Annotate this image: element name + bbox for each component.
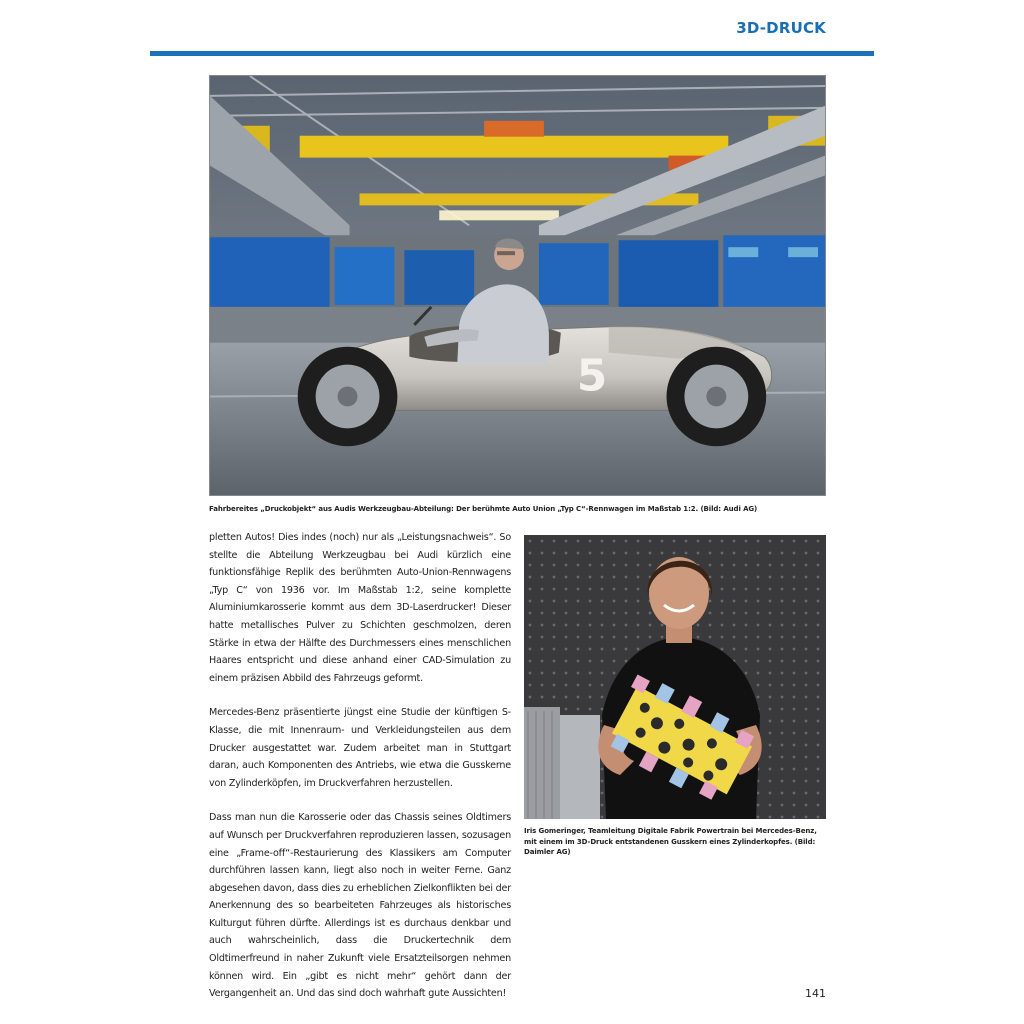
woman-photo (524, 535, 826, 819)
car-photo-caption: Fahrbereites „Druckobjekt“ aus Audis Werkzeugbau-Abteilung: Der berühmte Auto Union „Typ C“-Rennwagen im Maßstab 1:2. (Bild: Audi AG) (209, 505, 758, 513)
page-number: 141 (805, 987, 826, 1000)
paragraph: Mercedes-Benz präsentierte jüngst eine Studie der künftigen S-Klasse, die mit Innenraum- und Verkleidungsteilen aus dem Drucker ausgestattet war. Zudem arbeitet man in Stuttgart daran, auch Komponenten des Antriebs, wie etwa die Gusskerne von Zylinderköpfen, im Druckverfahren herzustellen. (209, 707, 511, 789)
paragraph: pletten Autos! Dies indes (noch) nur als „Leistungsnachweis“. So stellte die Abteilung Werkzeugbau bei Audi kürzlich eine funktionsfähige Replik des berühmten Auto-Union-Rennwagens „Typ C“ von 1936 vor. Im Maßstab 1:2, seine komplette Aluminiumkarosserie kommt aus dem 3D-Laserdrucker! Dieser hatte metallisches Pulver zu Schichten geschmolzen, deren Stärke in etwa der Hälfte des Durchmessers eines menschlichen Haares entspricht und diese anhand einer CAD-Simulation zu einem präzisen Abbild des Fahrzeugs geformt. (209, 532, 511, 684)
header-rule (150, 51, 874, 56)
woman-photo-image (524, 535, 826, 819)
woman-photo-caption: Iris Gomeringer, Teamleitung Digitale Fabrik Powertrain bei Mercedes-Benz, mit einem im 3D-Druck entstandenen Gusskern eines Zylinderkopfes. (Bild: Daimler AG) (524, 827, 817, 856)
car-number: 5 (576, 350, 608, 402)
paragraph: Dass man nun die Karosserie oder das Chassis seines Oldtimers auf Wunsch per Druckverfahren reproduzieren lassen, sozusagen eine „Frame-off“-Restaurierung des Klassikers am Computer durchführen lassen kann, liegt also noch in weiter Ferne. Ganz abgesehen davon, dass dies zu erheblichen Zielkonflikten bei der Anerkennung des so bearbeiteten Fahrzeuges als historisches Kulturgut führen dürfte. Allerdings ist es durchaus denkbar und auch wahrscheinlich, dass die Druckertechnik dem Oldtimerfreund in naher Zukunft viele Ersatzteilsorgen nehmen können wird. Ein „gibt es nicht mehr“ gehört dann der Vergangenheit an. Und das sind doch wahrhaft gute Aussichten! (209, 812, 511, 1000)
car-photo (209, 75, 826, 496)
car-photo-image (210, 76, 825, 495)
article-body (209, 529, 511, 1020)
section-title: 3D-DRUCK (736, 19, 826, 37)
